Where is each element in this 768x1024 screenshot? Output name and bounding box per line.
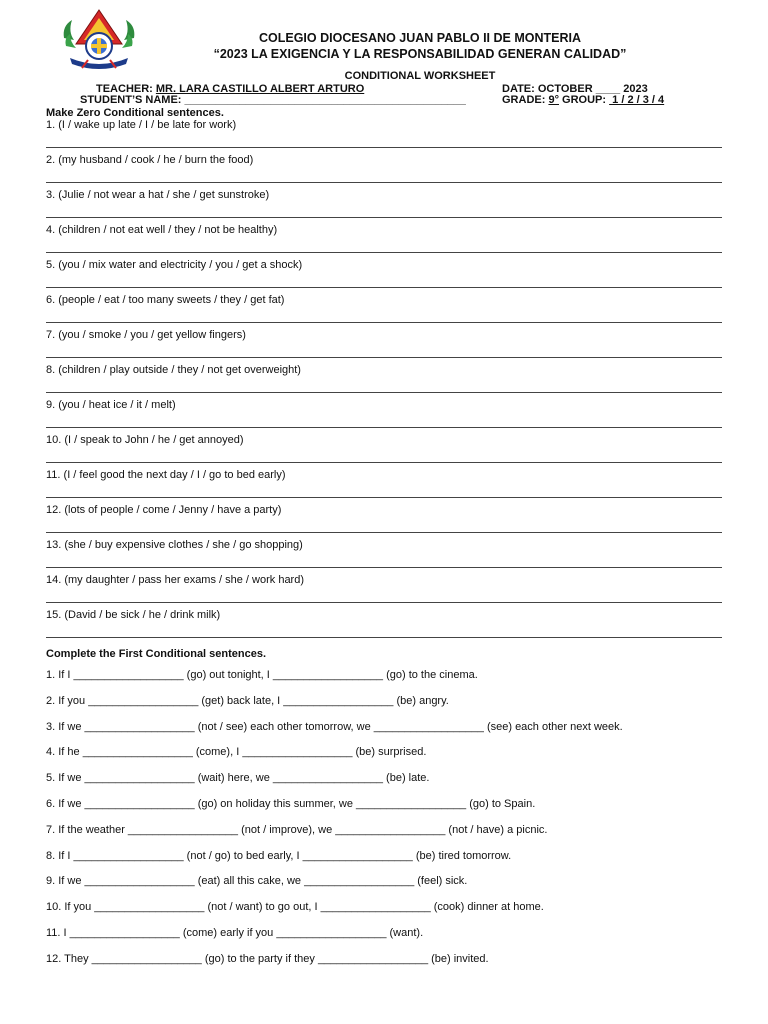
zero-conditional-title: Make Zero Conditional sentences. <box>46 107 224 119</box>
school-name: COLEGIO DIOCESANO JUAN PABLO II DE MONTERIA <box>258 31 581 45</box>
zero-conditional-item: 14. (my daughter / pass her exams / she / work hard) <box>46 574 305 586</box>
first-conditional-item: 4. If he __________________ (come), I __________________ (be) surprised. <box>46 746 427 759</box>
answer-line[interactable] <box>46 637 722 638</box>
zero-conditional-item: 5. (you / mix water and electricity / you / get a shock) <box>46 259 303 271</box>
zero-conditional-item: 1. (I / wake up late / I / be late for work) <box>46 119 237 131</box>
first-conditional-title: Complete the First Conditional sentences. <box>46 648 267 660</box>
first-conditional-item: 3. If we __________________ (not / see) each other tomorrow, we __________________ (see) each other next week. <box>46 720 623 733</box>
zero-conditional-item: 7. (you / smoke / you / get yellow fingers) <box>46 329 246 341</box>
answer-line[interactable] <box>46 602 722 603</box>
school-header <box>150 30 690 62</box>
first-conditional-item: 8. If I __________________ (not / go) to bed early, I __________________ (be) tired tomorrow. <box>46 849 512 862</box>
zero-conditional-item: 4. (children / not eat well / they / not be healthy) <box>46 224 278 236</box>
grade-value: 9° <box>548 94 559 106</box>
teacher-label: TEACHER: <box>96 83 156 95</box>
answer-line[interactable] <box>46 217 722 218</box>
group-label: GROUP: <box>558 94 610 106</box>
grade-group-line <box>502 94 664 106</box>
date-line: DATE: OCTOBER ____ 2023 <box>502 83 648 95</box>
answer-line[interactable] <box>46 147 722 148</box>
zero-conditional-item: 15. (David / be sick / he / drink milk) <box>46 609 221 621</box>
zero-conditional-item: 6. (people / eat / too many sweets / they / get fat) <box>46 294 285 306</box>
answer-line[interactable] <box>46 427 722 428</box>
first-conditional-item: 1. If I __________________ (go) out tonight, I __________________ (go) to the cinema. <box>46 669 478 681</box>
first-conditional-item: 12. They __________________ (go) to the party if they __________________ (be) invited. <box>46 952 489 965</box>
student-name-line: STUDENT’S NAME: ______________________________________________ <box>80 94 466 106</box>
group-value: 1 / 2 / 3 / 4 <box>609 94 665 106</box>
answer-line[interactable] <box>46 497 722 498</box>
zero-conditional-item: 13. (she / buy expensive clothes / she / go shopping) <box>46 539 303 551</box>
answer-line[interactable] <box>46 182 722 183</box>
answer-line[interactable] <box>46 252 722 253</box>
answer-line[interactable] <box>46 462 722 463</box>
teacher-name: MR. LARA CASTILLO ALBERT ARTURO <box>155 83 365 95</box>
answer-line[interactable] <box>46 287 722 288</box>
first-conditional-item: 11. I __________________ (come) early if you __________________ (want). <box>46 927 424 939</box>
answer-line[interactable] <box>46 322 722 323</box>
answer-line[interactable] <box>46 532 722 533</box>
first-conditional-item: 6. If we __________________ (go) on holiday this summer, we __________________ (go) to Spain. <box>46 798 536 810</box>
first-conditional-item: 10. If you __________________ (not / want) to go out, I __________________ (cook) dinner at home. <box>46 901 544 914</box>
answer-line[interactable] <box>46 567 722 568</box>
school-motto: “2023 LA EXIGENCIA Y LA RESPONSABILIDAD GENERAN CALIDAD” <box>213 47 627 61</box>
first-conditional-item: 9. If we __________________ (eat) all this cake, we __________________ (feel) sick. <box>46 875 468 888</box>
zero-conditional-item: 3. (Julie / not wear a hat / she / get sunstroke) <box>46 189 270 201</box>
school-crest-logo <box>60 8 138 70</box>
answer-line[interactable] <box>46 392 722 393</box>
first-conditional-item: 2. If you __________________ (get) back late, I __________________ (be) angry. <box>46 694 449 707</box>
zero-conditional-item: 12. (lots of people / come / Jenny / have a party) <box>46 504 282 516</box>
zero-conditional-item: 9. (you / heat ice / it / melt) <box>46 399 176 411</box>
first-conditional-item: 5. If we __________________ (wait) here, we __________________ (be) late. <box>46 772 430 785</box>
zero-conditional-item: 2. (my husband / cook / he / burn the food) <box>46 154 254 166</box>
zero-conditional-item: 8. (children / play outside / they / not get overweight) <box>46 364 301 376</box>
zero-conditional-item: 11. (I / feel good the next day / I / go to bed early) <box>46 469 286 481</box>
zero-conditional-item: 10. (I / speak to John / he / get annoyed) <box>46 434 244 446</box>
answer-line[interactable] <box>46 357 722 358</box>
worksheet-title: CONDITIONAL WORKSHEET <box>344 70 496 82</box>
grade-label: GRADE: <box>502 94 549 106</box>
first-conditional-item: 7. If the weather __________________ (not / improve), we __________________ (not / have) a picnic. <box>46 823 548 836</box>
